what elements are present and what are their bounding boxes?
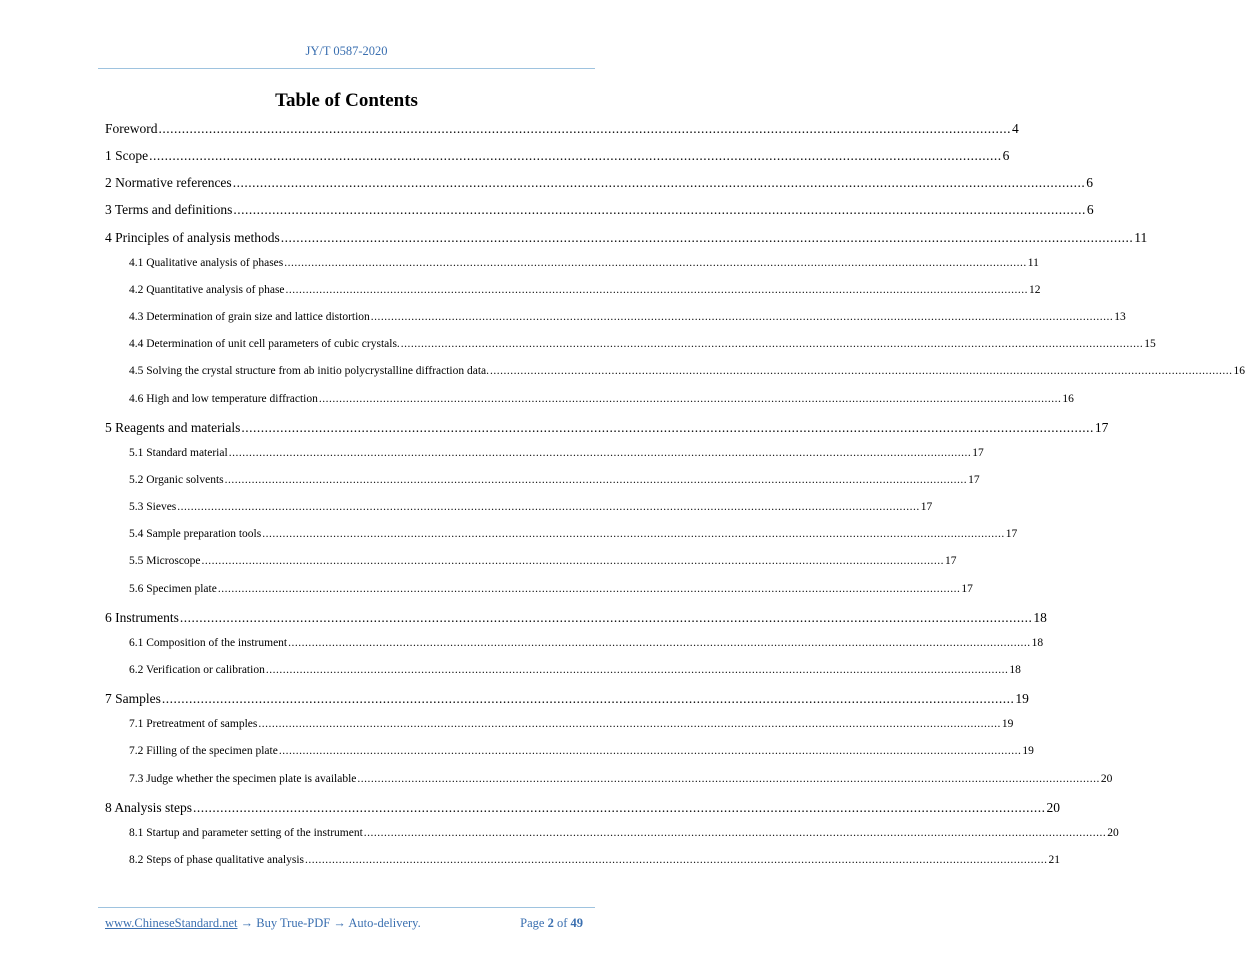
toc-dot-leader: ............................................................................................................................................................................................................................ — [370, 311, 1114, 324]
toc-entry[interactable] — [129, 582, 973, 595]
toc-page-number: 17 — [1094, 419, 1109, 435]
toc-page-number: 18 — [1009, 664, 1021, 676]
toc-dot-leader: ............................................................................................................................................................................................................................ — [357, 772, 1100, 785]
page-counter — [520, 916, 583, 931]
toc-page-number: 20 — [1046, 799, 1061, 815]
toc-entry-label: 4.6 High and low temperature diffraction — [129, 392, 318, 405]
toc-page-number: 11 — [1027, 256, 1039, 269]
toc-entry[interactable] — [105, 175, 1093, 191]
toc-dot-leader: ............................................................................................................................................................................................................................ — [285, 283, 1029, 296]
toc-entry-label: 8 Analysis steps — [105, 799, 193, 815]
toc-entry[interactable] — [129, 718, 1014, 731]
toc-entry-label: 2 Normative references — [105, 175, 232, 191]
toc-dot-leader: ............................................................................................................................................................................................................................ — [228, 446, 972, 459]
toc-entry-label: 4.1 Qualitative analysis of phases — [129, 256, 284, 269]
toc-entry[interactable] — [105, 799, 1061, 816]
toc-dot-leader: ............................................................................................................................................................................................................................ — [232, 175, 1086, 191]
toc-page-number: 16 — [1233, 365, 1245, 378]
toc-entry-label: 7 Samples — [105, 691, 161, 707]
toc-entry[interactable] — [105, 691, 1029, 707]
toc-entry-label: 4.2 Quantitative analysis of phase — [129, 283, 285, 296]
toc-dot-leader: ............................................................................................................................................................................................................................ — [158, 121, 1011, 136]
toc-page-number: 16 — [1062, 392, 1074, 405]
toc-dot-leader: ............................................................................................................................................................................................................................ — [278, 745, 1022, 758]
toc-page-number: 19 — [1022, 745, 1034, 758]
toc-entry[interactable] — [105, 419, 1109, 436]
toc-dot-leader: ............................................................................................................................................................................................................................ — [265, 664, 1009, 676]
toc-dot-leader: ............................................................................................................................................................................................................................ — [262, 528, 1005, 541]
toc-entry[interactable] — [129, 283, 1041, 296]
toc-page-number: 17 — [920, 501, 933, 514]
toc-entry-label: 5.1 Standard material — [129, 446, 228, 459]
toc-entry-label: 7.2 Filling of the specimen plate — [129, 745, 278, 758]
footer-promo — [105, 916, 421, 931]
toc-dot-leader: ............................................................................................................................................................................................................................ — [193, 799, 1046, 815]
toc-dot-leader: ............................................................................................................................................................................................................................ — [224, 473, 968, 486]
toc-page-number: 17 — [968, 473, 980, 486]
toc-page-number: 18 — [1031, 636, 1044, 649]
toc-entry[interactable] — [129, 826, 1119, 839]
toc-page-number: 6 — [1002, 148, 1010, 164]
toc-entry-label: 8.2 Steps of phase qualitative analysis — [129, 854, 305, 867]
toc-entry[interactable] — [129, 473, 980, 486]
toc-entry-label: 5.4 Sample preparation tools — [129, 528, 262, 541]
toc-entry[interactable] — [129, 365, 1245, 378]
toc-entry[interactable] — [105, 148, 1010, 164]
toc-entry[interactable] — [129, 528, 1018, 541]
toc-page-number: 19 — [1015, 691, 1029, 707]
header-divider — [98, 68, 595, 69]
arrow-right-icon: → — [240, 916, 254, 930]
toc-dot-leader: ............................................................................................................................................................................................................................ — [161, 691, 1015, 707]
current-page-number: 2 — [547, 916, 554, 930]
toc-dot-leader: ............................................................................................................................................................................................................................ — [233, 202, 1086, 218]
toc-entry-label: 3 Terms and definitions — [105, 202, 233, 218]
site-link[interactable]: www.ChineseStandard.net — [105, 916, 238, 930]
toc-page-number: 6 — [1086, 202, 1094, 218]
of-word: of — [556, 916, 568, 930]
toc-entry-label: 5 Reagents and materials — [105, 419, 241, 435]
toc-page-number: 20 — [1107, 826, 1119, 839]
toc-entry-label: 6 Instruments — [105, 609, 179, 625]
toc-page-number: 13 — [1114, 311, 1126, 324]
toc-entry[interactable] — [129, 311, 1126, 324]
toc-page-number: 6 — [1086, 175, 1093, 191]
toc-dot-leader: ............................................................................................................................................................................................................................ — [284, 256, 1027, 269]
toc-entry-label: 5.3 Sieves — [129, 501, 177, 514]
toc-page-number: 17 — [1005, 528, 1018, 541]
toc-entry[interactable] — [105, 229, 1148, 246]
toc-dot-leader: ............................................................................................................................................................................................................................ — [363, 826, 1107, 839]
toc-entry-label: 7.1 Pretreatment of samples — [129, 718, 258, 731]
toc-entry-label: 7.3 Judge whether the specimen plate is available — [129, 772, 357, 785]
toc-page-number: 19 — [1001, 718, 1014, 731]
toc-entry[interactable] — [129, 501, 933, 514]
toc-entry-label: 4.5 Solving the crystal structure from ab initio polycrystalline diffraction data. — [129, 365, 490, 378]
toc-entry-label: 6.2 Verification or calibration — [129, 664, 265, 676]
toc-entry-label: 5.6 Specimen plate — [129, 582, 217, 595]
toc-entry-label: 6.1 Composition of the instrument — [129, 636, 288, 649]
toc-entry[interactable] — [105, 202, 1094, 218]
toc-page-number: 12 — [1029, 283, 1041, 296]
toc-dot-leader: ............................................................................................................................................................................................................................ — [305, 854, 1048, 867]
toc-dot-leader: ............................................................................................................................................................................................................................ — [241, 419, 1094, 435]
document-code-header: JY/T 0587-2020 — [305, 44, 388, 58]
toc-entry[interactable] — [129, 664, 1021, 676]
arrow-right-icon: → — [333, 916, 346, 930]
toc-entry-label: 1 Scope — [105, 148, 149, 164]
toc-page-number: 20 — [1100, 772, 1113, 785]
toc-entry-label: 5.2 Organic solvents — [129, 473, 224, 486]
toc-entry[interactable] — [129, 854, 1061, 867]
toc-dot-leader: ............................................................................................................................................................................................................................ — [149, 148, 1002, 164]
toc-entry[interactable] — [129, 555, 957, 568]
toc-entry[interactable] — [105, 121, 1019, 137]
buy-pdf-link[interactable]: Buy True-PDF — [256, 916, 331, 930]
toc-entry-label: Foreword — [105, 121, 158, 136]
toc-entry[interactable] — [129, 446, 984, 459]
toc-dot-leader: ............................................................................................................................................................................................................................ — [177, 501, 920, 514]
toc-dot-leader: ............................................................................................................................................................................................................................ — [490, 365, 1233, 378]
toc-page-number: 15 — [1144, 338, 1156, 351]
toc-page-number: 21 — [1048, 854, 1061, 867]
toc-page-number: 17 — [961, 582, 973, 595]
toc-dot-leader: ............................................................................................................................................................................................................................ — [179, 609, 1033, 625]
toc-entry-label: 5.5 Microscope — [129, 555, 201, 568]
toc-entry-label: 4.3 Determination of grain size and lattice distortion — [129, 311, 370, 324]
toc-entry[interactable] — [129, 772, 1113, 785]
toc-dot-leader: ............................................................................................................................................................................................................................ — [217, 582, 961, 595]
page-word: Page — [520, 916, 545, 930]
toc-dot-leader: ............................................................................................................................................................................................................................ — [280, 229, 1134, 245]
page-title: Table of Contents — [275, 90, 418, 111]
toc-dot-leader: ............................................................................................................................................................................................................................ — [201, 555, 945, 568]
toc-entry[interactable] — [129, 256, 1039, 269]
toc-page-number: 18 — [1033, 609, 1047, 625]
toc-page-number: 17 — [945, 555, 957, 568]
toc-entry[interactable] — [129, 636, 1044, 649]
toc-dot-leader: ............................................................................................................................................................................................................................ — [258, 718, 1001, 731]
toc-page-number: 4 — [1012, 121, 1019, 136]
toc-dot-leader: ............................................................................................................................................................................................................................ — [288, 636, 1031, 649]
toc-entry[interactable] — [129, 745, 1034, 758]
toc-entry[interactable] — [105, 609, 1047, 626]
toc-page-number: 17 — [972, 446, 984, 459]
toc-entry-label: 8.1 Startup and parameter setting of the instrument — [129, 826, 363, 839]
footer-divider — [98, 907, 595, 908]
toc-entry[interactable] — [129, 338, 1156, 351]
total-pages-number: 49 — [570, 916, 583, 930]
toc-entry[interactable] — [129, 392, 1074, 405]
auto-delivery-text: Auto-delivery. — [348, 916, 421, 930]
toc-entry-label: 4.4 Determination of unit cell parameters of cubic crystals. — [129, 338, 400, 351]
toc-page-number: 11 — [1134, 229, 1148, 245]
toc-dot-leader: ............................................................................................................................................................................................................................ — [318, 392, 1062, 405]
toc-dot-leader: ............................................................................................................................................................................................................................ — [400, 338, 1144, 351]
toc-entry-label: 4 Principles of analysis methods — [105, 229, 280, 245]
